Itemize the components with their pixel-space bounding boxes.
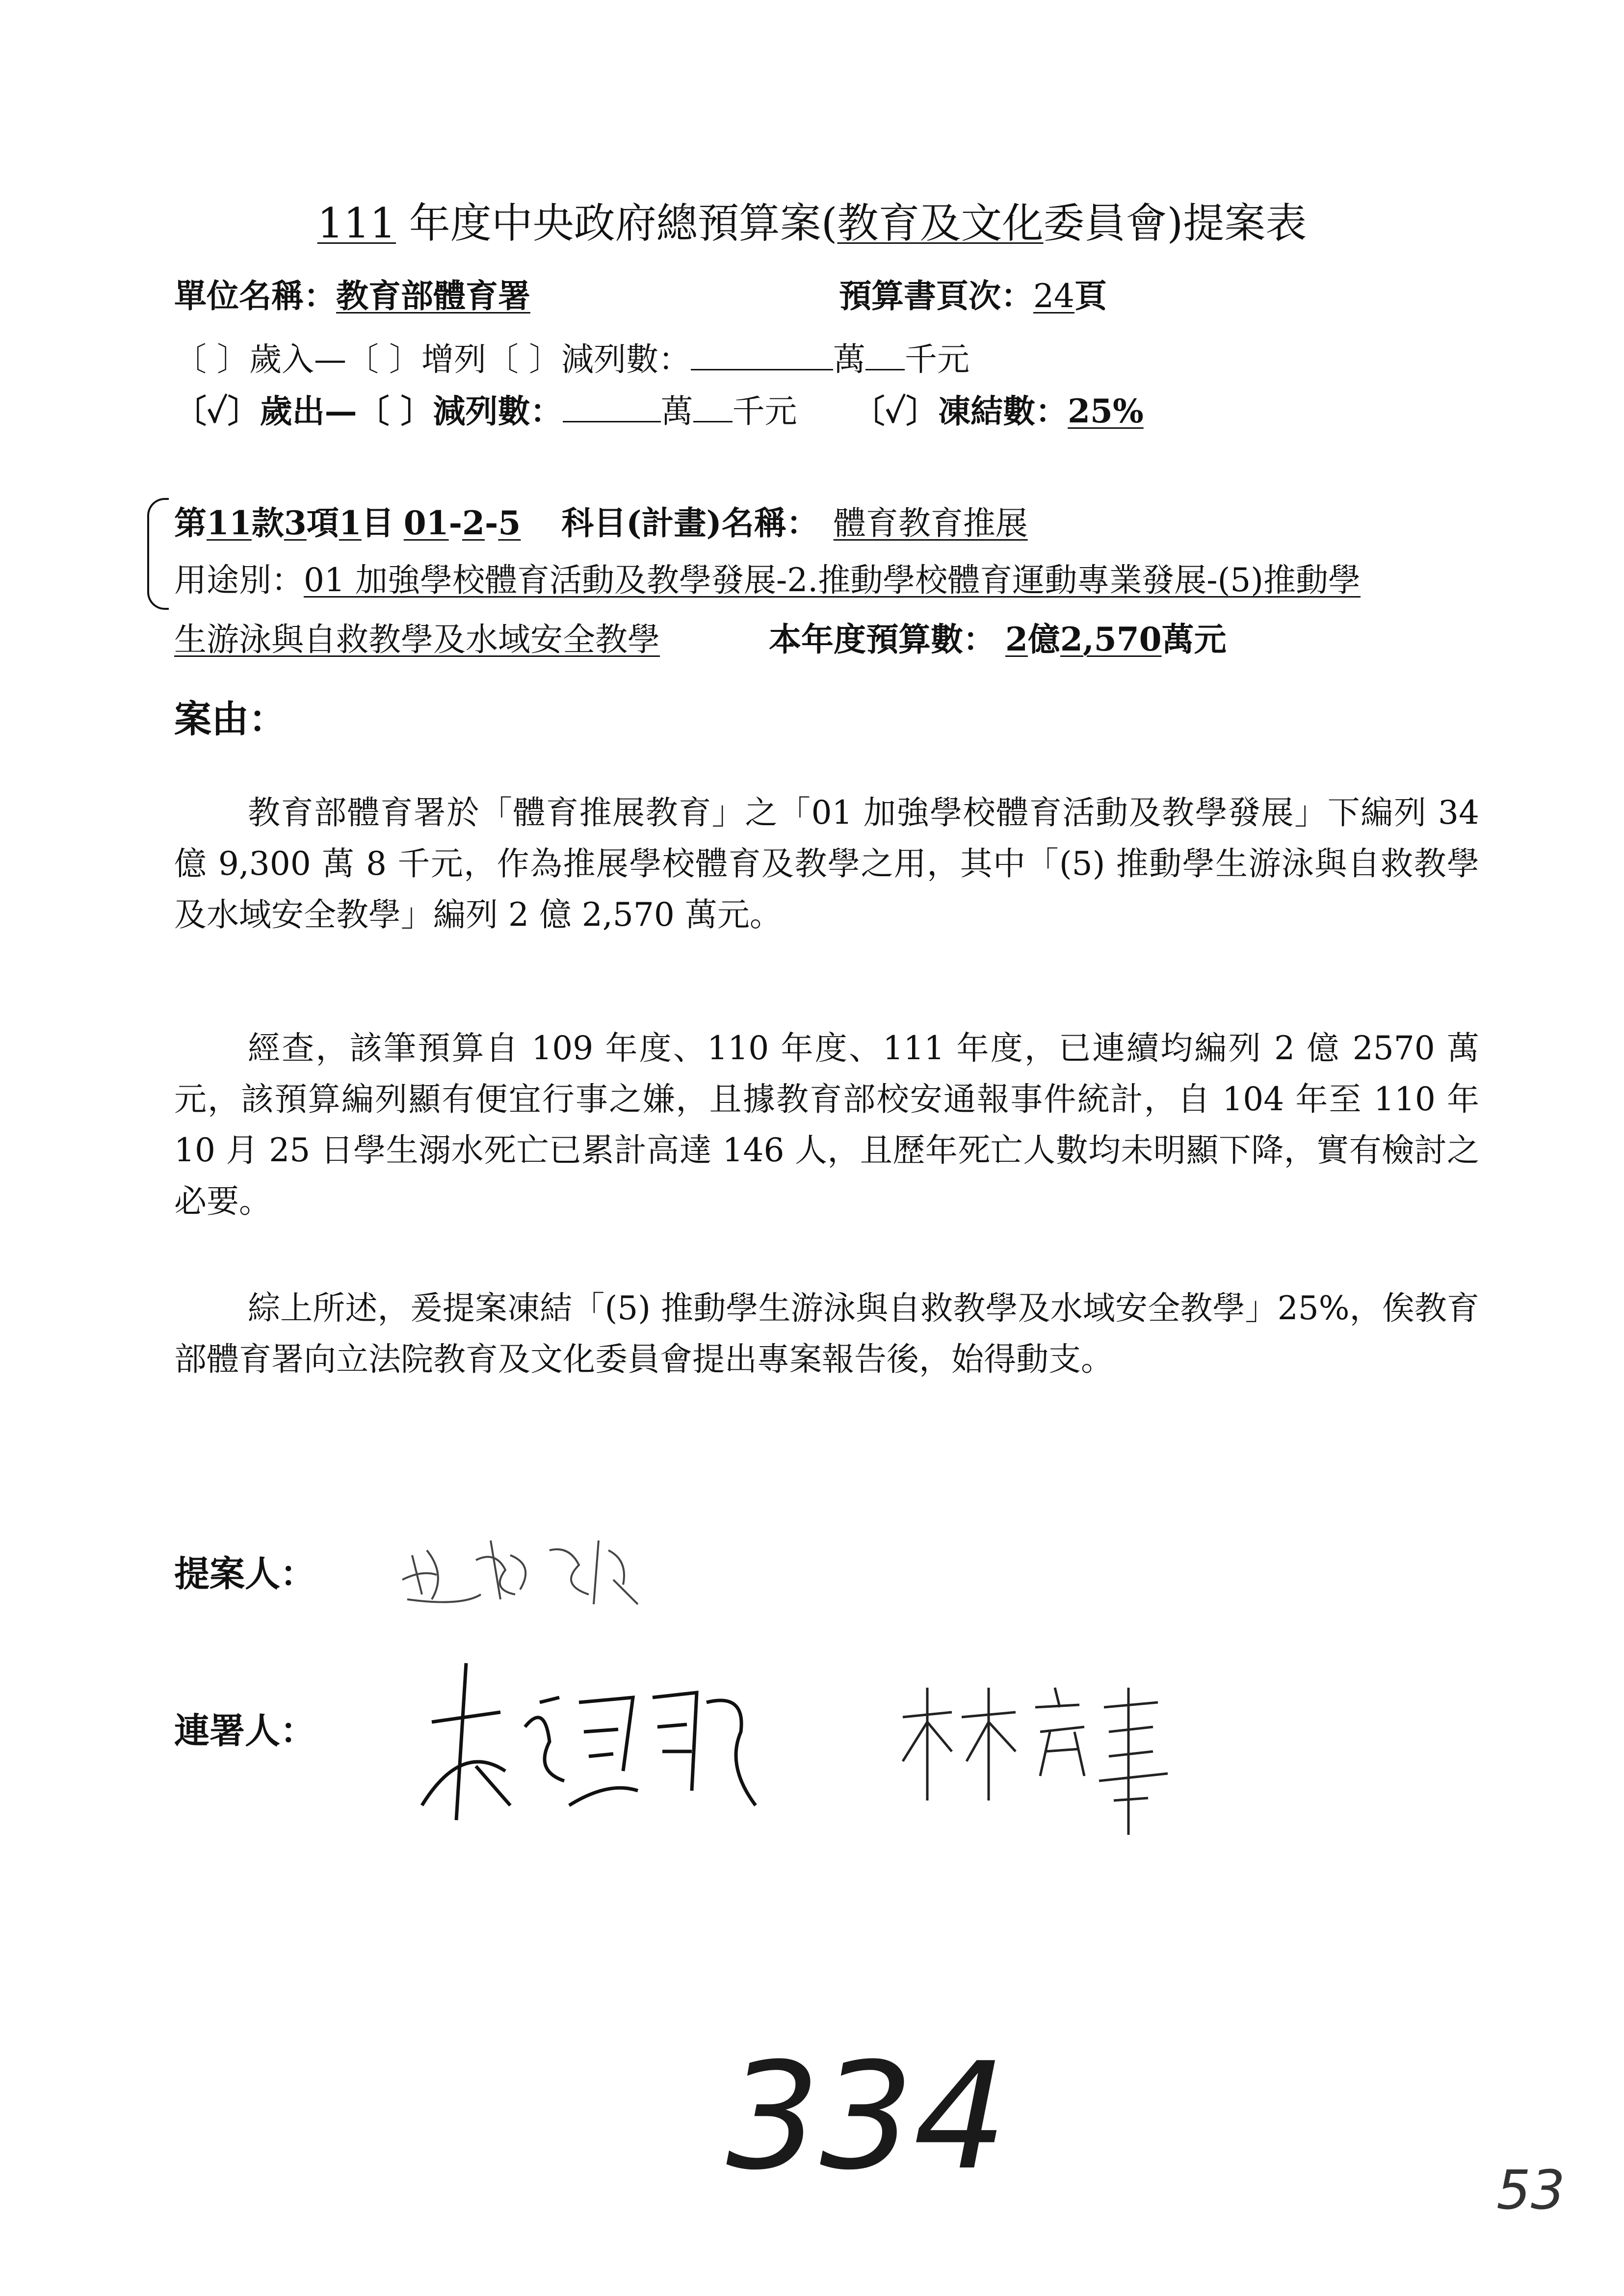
mu-label: 目 <box>361 504 394 542</box>
revenue-wan: 萬 <box>833 340 865 378</box>
xiang-label: 項 <box>306 504 339 542</box>
freeze-value: 25% <box>1068 392 1144 430</box>
freeze-label: 〔✓〕凍結數： <box>852 392 1068 430</box>
revenue-qian-blank <box>865 368 905 370</box>
expenditure-wan-blank <box>563 420 661 422</box>
subject-row: 第11款3項1目 01-2-5 科目(計畫)名稱： 體育教育推展 <box>174 504 1028 542</box>
xiang-number: 3 <box>284 504 307 542</box>
unit-row <box>174 272 530 319</box>
cosigner-label: 連署人： <box>174 1710 316 1751</box>
proposer-signature <box>393 1521 648 1619</box>
revenue-qian: 千元 <box>904 340 969 378</box>
subject-name-label: 科目(計畫)名稱： <box>561 504 819 542</box>
reason-paragraph-3: 綜上所述，爰提案凍結「(5) 推動學生游泳與自救教學及水域安全教學」25%，俟教育部體育署向立法院教育及文化委員會提出專案報告後，始得動支。 <box>174 1289 1479 1378</box>
title-post: 委員會)提案表 <box>1043 199 1307 247</box>
unit-label: 單位名稱： <box>174 277 336 315</box>
expenditure-row <box>174 388 1144 435</box>
stamp-number: 334 <box>726 2031 1007 2202</box>
cosigner-1-signature <box>402 1644 775 1840</box>
kuan-label: 款 <box>251 504 284 542</box>
title-committee: 教育及文化 <box>837 199 1044 247</box>
purpose-row-2 <box>174 616 1227 663</box>
page-ref <box>839 272 1107 320</box>
subject-di: 第 <box>174 504 207 542</box>
budget-yi-value: 2 <box>1005 620 1028 658</box>
purpose-label: 用途別： <box>174 561 304 599</box>
budget-label: 本年度預算數： <box>768 620 995 658</box>
expenditure-qian-blank <box>693 420 733 422</box>
page-unit: 頁 <box>1074 277 1107 315</box>
reason-paragraph-2: 經查，該筆預算自 109 年度、110 年度、111 年度，已連續均編列 2 億 2570 萬元，該預算編列顯有便宜行事之嫌，且據教育部校安通報事件統計，自 104 年至 110 年 10 月 25 日學生溺水死亡已累計高達 146 人，且歷年死亡人數均未明顯下降，實有檢討之必要。 <box>174 1029 1479 1220</box>
purpose-line-2: 生游泳與自救教學及水域安全教學 <box>174 621 660 658</box>
title-pre: 年度中央政府總預算案( <box>396 199 838 247</box>
reason-heading: 案由： <box>174 697 286 741</box>
revenue-line: 〔 〕歲入—〔 〕增列〔 〕減列數： <box>174 340 691 378</box>
page-label: 預算書頁次： <box>839 277 1033 315</box>
purpose-line-1: 01 加強學校體育活動及教學發展-2.推動學校體育運動專業發展-(5)推動學 <box>304 561 1361 599</box>
corner-number: 53 <box>1496 2159 1565 2221</box>
reason-paragraph-1: 教育部體育署於「體育推展教育」之「01 加強學校體育活動及教學發展」下編列 34 億 9,300 萬 8 千元，作為推展學校體育及教學之用，其中「(5) 推動學生游泳與自救教學及水域安全教學」編列 2 億 2,570 萬元。 <box>174 794 1479 934</box>
code-part-2: 2 <box>462 504 485 542</box>
unit-value: 教育部體育署 <box>336 277 530 315</box>
subject-bracket <box>147 498 169 610</box>
budget-wan-unit: 萬元 <box>1161 620 1227 658</box>
revenue-wan-blank <box>691 368 833 370</box>
subject-name-value: 體育教育推展 <box>833 504 1028 542</box>
budget-yi-unit: 億 <box>1027 620 1060 658</box>
code-part-1: 01 <box>403 504 449 542</box>
document-title <box>0 190 1624 250</box>
mu-number: 1 <box>339 504 362 542</box>
expenditure-wan: 萬 <box>660 392 693 430</box>
expenditure-prefix: 〔✓〕歲出—〔 〕減列數： <box>174 392 563 430</box>
kuan-number: 11 <box>207 504 252 542</box>
proposer-label: 提案人： <box>174 1553 316 1594</box>
purpose-row <box>174 557 1361 604</box>
title-year: 111 <box>317 199 396 247</box>
expenditure-qian: 千元 <box>732 392 797 430</box>
budget-wan-value: 2,570 <box>1060 620 1162 658</box>
cosigner-2-signature <box>893 1678 1197 1840</box>
revenue-row <box>174 336 969 383</box>
code-part-3: 5 <box>498 504 521 542</box>
page-value: 24 <box>1033 277 1074 315</box>
